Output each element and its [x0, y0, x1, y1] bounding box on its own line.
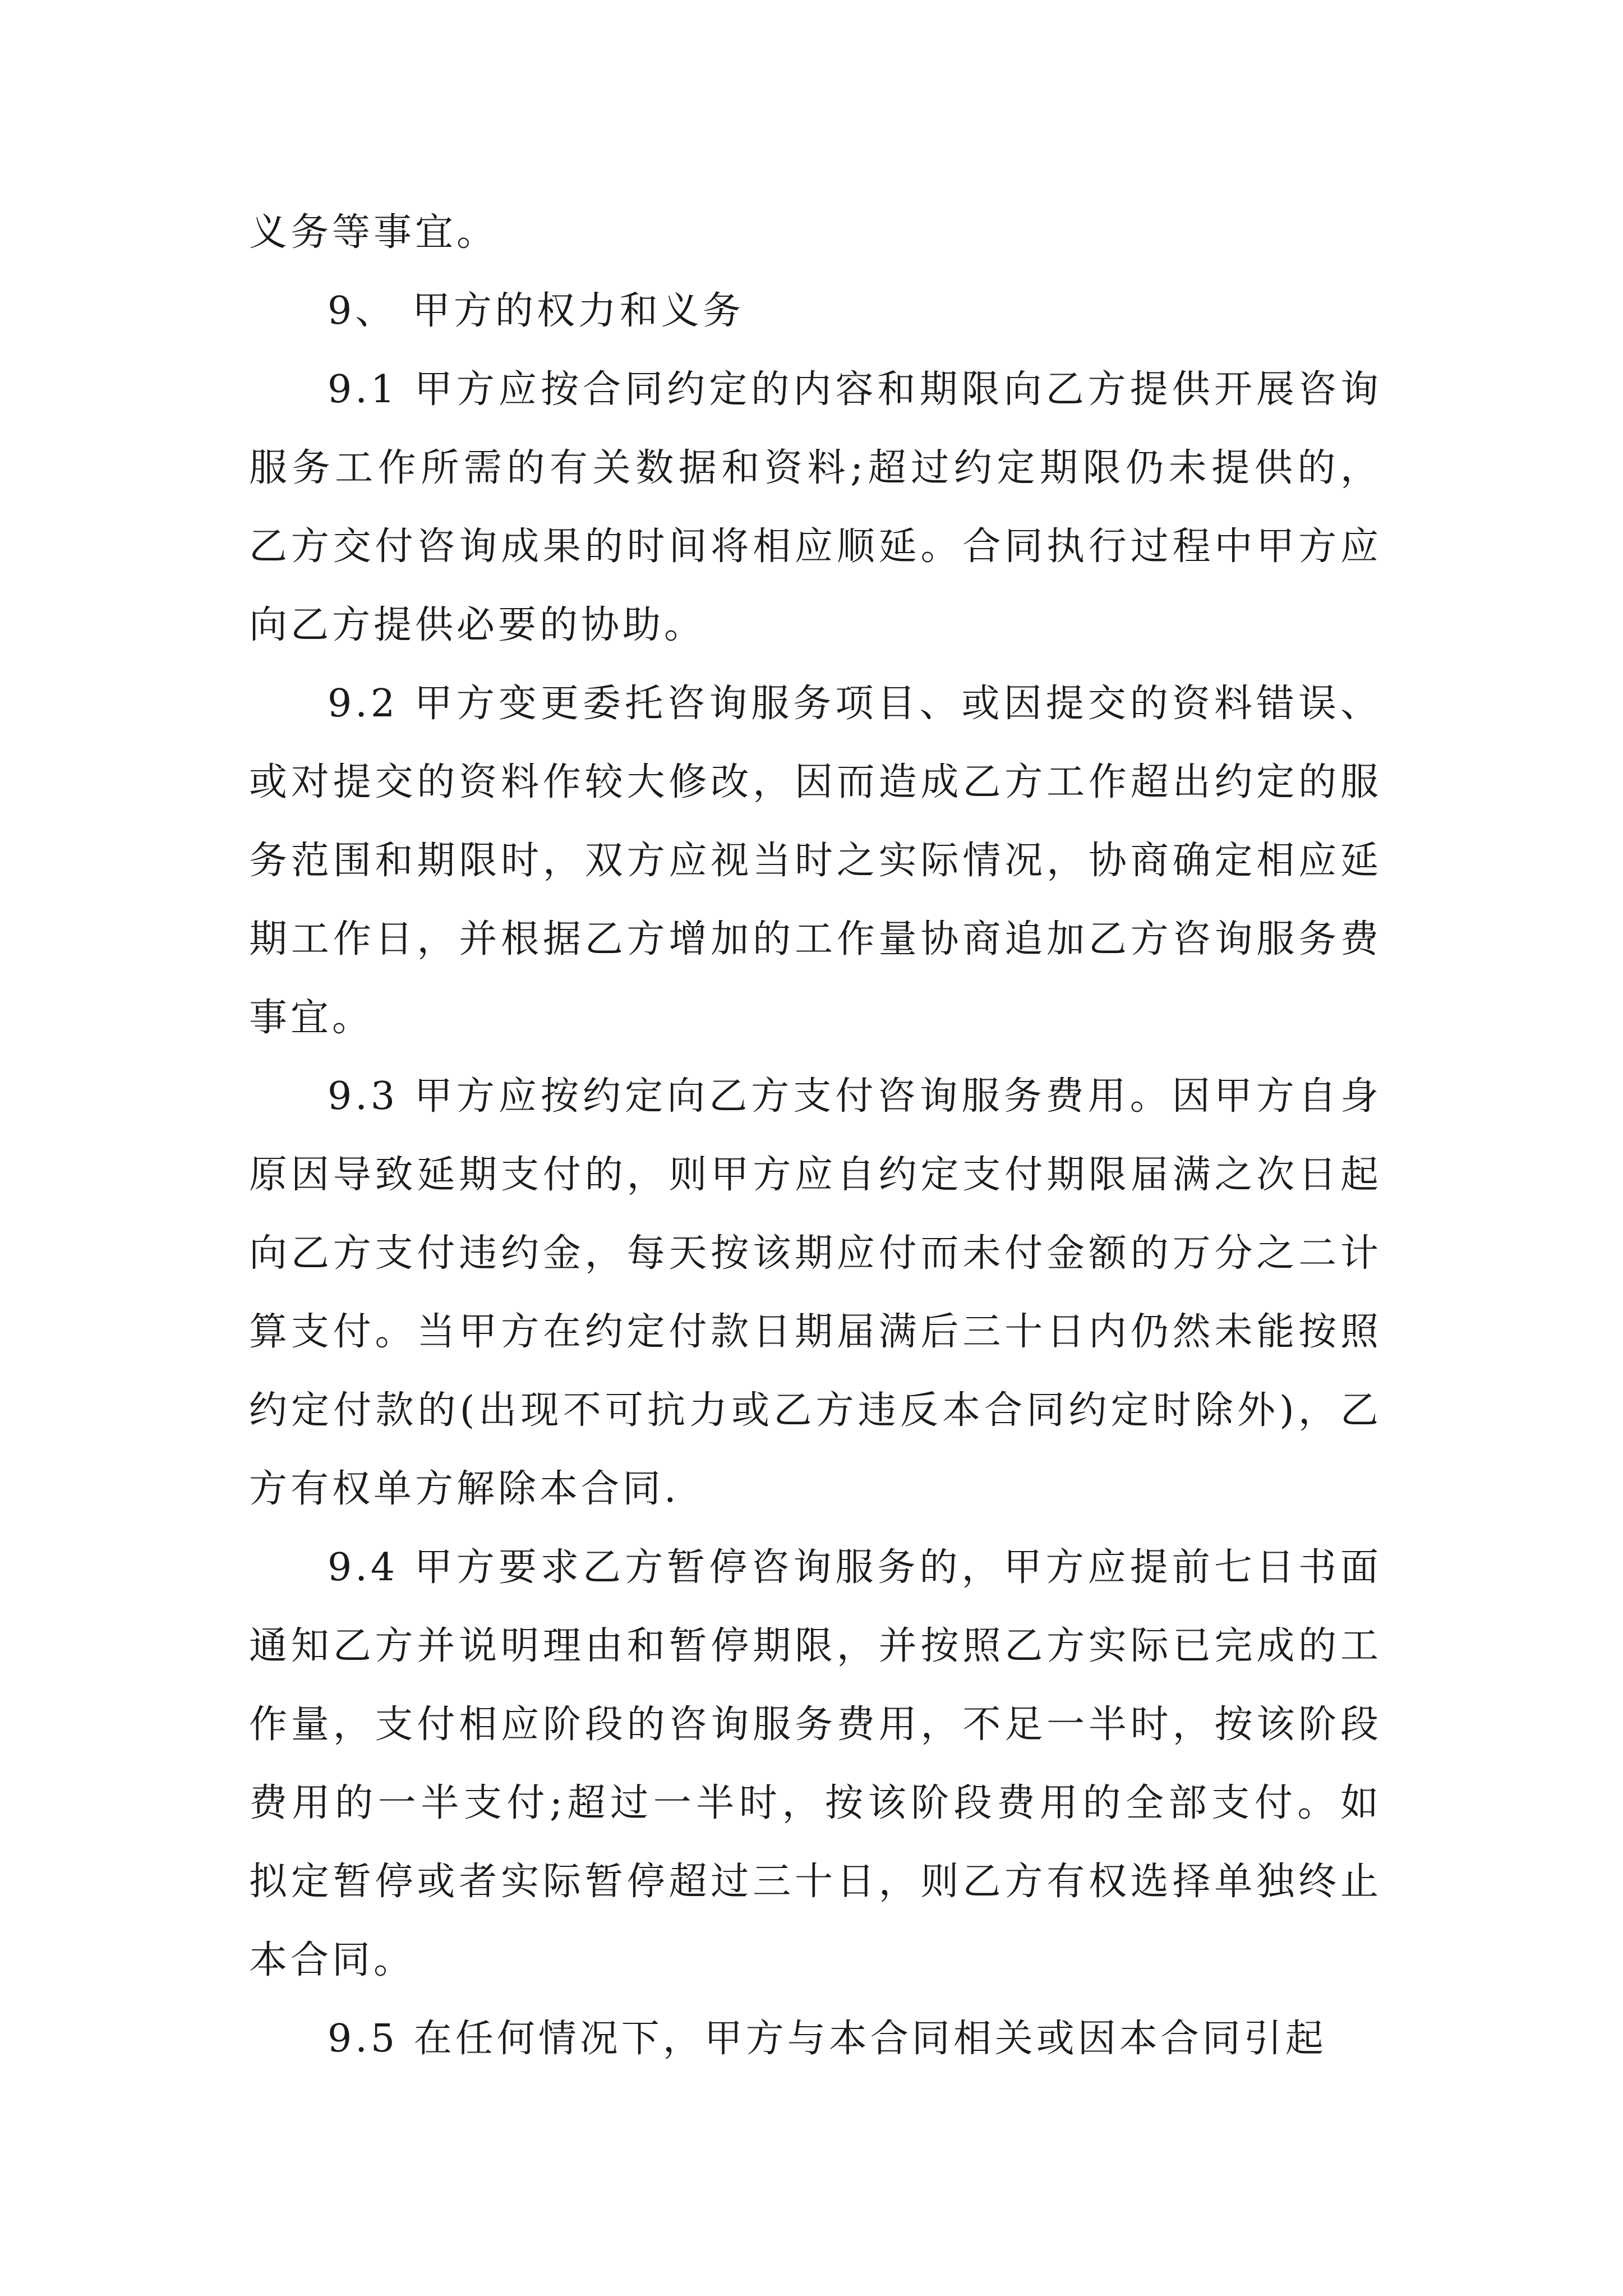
contract-body: [249, 194, 1382, 2078]
section-heading-9: 9、 甲方的权力和义务: [328, 289, 744, 333]
clause-9-4: 9.4 甲方要求乙方暂停咨询服务的，甲方应提前七日书面通知乙方并说明理由和暂停期限，并按照乙方实际已完成的工作量，支付相应阶段的咨询服务费用，不足一半时，按该阶段费用的一半支付;超过一半时，按该阶段费用的全部支付。如拟定暂停或者实际暂停超过三十日，则乙方有权选择单独终止本合同。: [249, 1545, 1382, 1982]
clause-9-1: 9.1 甲方应按合同约定的内容和期限向乙方提供开展咨询服务工作所需的有关数据和资料;超过约定期限仍未提供的，乙方交付咨询成果的时间将相应顺延。合同执行过程中甲方应向乙方提供必要的协助。: [249, 367, 1382, 647]
paragraph-continuation: 义务等事宜。: [249, 210, 499, 255]
clause-9-3: 9.3 甲方应按约定向乙方支付咨询服务费用。因甲方自身原因导致延期支付的，则甲方应自约定支付期限届满之次日起向乙方支付违约金，每天按该期应付而未付金额的万分之二计算支付。当甲方在约定付款日期届满后三十日内仍然未能按照约定付款的(出现不可抗力或乙方违反本合同约定时除外)，乙方有权单方解除本合同.: [249, 1074, 1382, 1511]
clause-9-2: 9.2 甲方变更委托咨询服务项目、或因提交的资料错误、或对提交的资料作较大修改，因而造成乙方工作超出约定的服务范围和期限时，双方应视当时之实际情况，协商确定相应延期工作日，并根据乙方增加的工作量协商追加乙方咨询服务费事宜。: [249, 682, 1382, 1040]
clause-9-5: 9.5 在任何情况下，甲方与本合同相关或因本合同引起: [328, 2017, 1327, 2061]
